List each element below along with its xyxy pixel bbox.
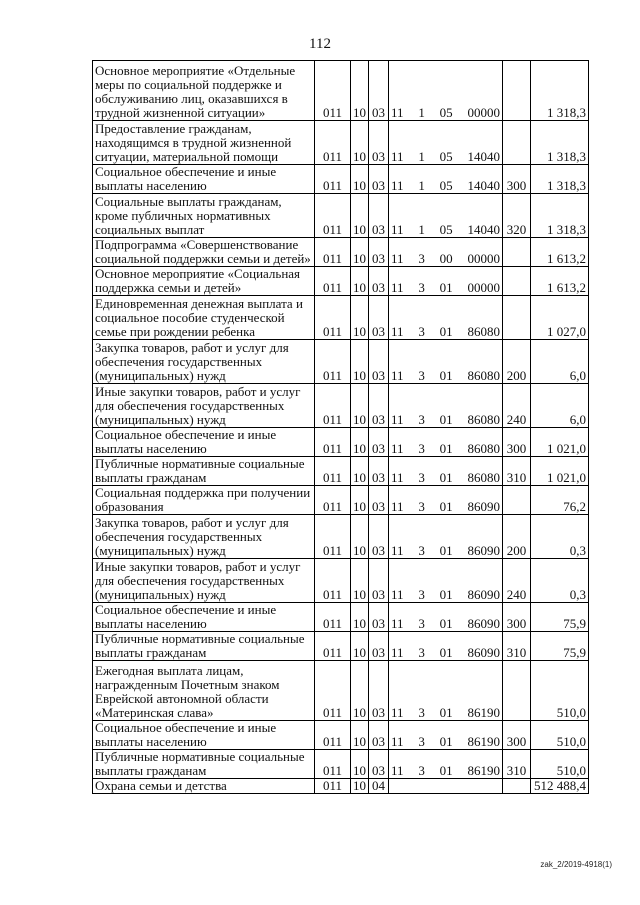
program-code-part: 11 xyxy=(391,705,404,720)
program-code-part: 11 xyxy=(391,280,404,295)
ministry-code: 011 xyxy=(315,559,351,603)
section-code: 10 xyxy=(351,603,369,632)
row-name: Социальная поддержка при получении образования xyxy=(93,486,315,515)
program-code-part: 01 xyxy=(439,645,453,660)
program-code-part: 86090 xyxy=(467,645,500,660)
program-code-part: 11 xyxy=(391,178,404,193)
section-code: 10 xyxy=(351,194,369,238)
amount: 1 021,0 xyxy=(531,457,589,486)
program-code xyxy=(389,296,503,340)
table-row xyxy=(93,428,589,457)
program-code-part: 05 xyxy=(439,105,453,120)
ministry-code: 011 xyxy=(315,750,351,779)
subsection-code: 03 xyxy=(369,559,389,603)
program-code xyxy=(389,428,503,457)
program-code-part: 86190 xyxy=(467,705,500,720)
footer-code: zak_2/2019-4918(1) xyxy=(540,860,612,869)
program-code-part: 01 xyxy=(439,368,453,383)
program-code xyxy=(389,165,503,194)
amount: 1 318,3 xyxy=(531,121,589,165)
subsection-code: 03 xyxy=(369,238,389,267)
program-code-part: 1 xyxy=(418,105,425,120)
program-code-part: 11 xyxy=(391,324,404,339)
subsection-code: 03 xyxy=(369,486,389,515)
amount: 6,0 xyxy=(531,340,589,384)
program-code-part: 05 xyxy=(439,178,453,193)
expense-type-code: 200 xyxy=(503,515,531,559)
row-name: Иные закупки товаров, работ и услуг для обеспечения государственных (муниципальных) нужд xyxy=(93,384,315,428)
program-code xyxy=(389,61,503,121)
program-code xyxy=(389,121,503,165)
program-code xyxy=(389,194,503,238)
row-name: Социальные выплаты гражданам, кроме публичных нормативных социальных выплат xyxy=(93,194,315,238)
program-code-part: 3 xyxy=(418,734,425,749)
program-code-part: 86090 xyxy=(467,543,500,558)
ministry-code: 011 xyxy=(315,340,351,384)
expense-type-code xyxy=(503,61,531,121)
table-row xyxy=(93,632,589,661)
subsection-code: 03 xyxy=(369,194,389,238)
subsection-code: 03 xyxy=(369,515,389,559)
table-row xyxy=(93,515,589,559)
program-code-part: 3 xyxy=(418,251,425,266)
ministry-code: 011 xyxy=(315,238,351,267)
row-name: Закупка товаров, работ и услуг для обеспечения государственных (муниципальных) нужд xyxy=(93,340,315,384)
table-row xyxy=(93,559,589,603)
ministry-code: 011 xyxy=(315,384,351,428)
amount: 510,0 xyxy=(531,661,589,721)
section-code: 10 xyxy=(351,61,369,121)
amount: 1 318,3 xyxy=(531,194,589,238)
table-row xyxy=(93,61,589,121)
program-code xyxy=(389,559,503,603)
subsection-code: 03 xyxy=(369,121,389,165)
ministry-code: 011 xyxy=(315,61,351,121)
subsection-code: 03 xyxy=(369,661,389,721)
program-code-part: 86090 xyxy=(467,616,500,631)
row-name: Социальное обеспечение и иные выплаты населению xyxy=(93,721,315,750)
row-name: Публичные нормативные социальные выплаты гражданам xyxy=(93,750,315,779)
ministry-code: 011 xyxy=(315,194,351,238)
section-code: 10 xyxy=(351,340,369,384)
program-code-part: 86190 xyxy=(467,763,500,778)
table-row xyxy=(93,457,589,486)
program-code-part: 01 xyxy=(439,280,453,295)
program-code-part: 11 xyxy=(391,251,404,266)
program-code-part: 3 xyxy=(418,587,425,602)
expense-type-code: 310 xyxy=(503,632,531,661)
program-code-part: 86080 xyxy=(467,368,500,383)
amount: 75,9 xyxy=(531,632,589,661)
amount: 1 613,2 xyxy=(531,238,589,267)
expense-type-code xyxy=(503,121,531,165)
program-code-part: 3 xyxy=(418,645,425,660)
ministry-code: 011 xyxy=(315,428,351,457)
expense-type-code: 310 xyxy=(503,457,531,486)
table-row xyxy=(93,779,589,794)
row-name: Социальное обеспечение и иные выплаты населению xyxy=(93,603,315,632)
program-code-part: 11 xyxy=(391,149,404,164)
expense-type-code: 300 xyxy=(503,721,531,750)
program-code-part: 01 xyxy=(439,705,453,720)
program-code-part: 11 xyxy=(391,470,404,485)
program-code-part: 3 xyxy=(418,616,425,631)
program-code-part: 86080 xyxy=(467,441,500,456)
expense-type-code: 240 xyxy=(503,559,531,603)
subsection-code: 03 xyxy=(369,750,389,779)
section-code: 10 xyxy=(351,515,369,559)
program-code xyxy=(389,721,503,750)
table-row xyxy=(93,661,589,721)
subsection-code: 03 xyxy=(369,428,389,457)
section-code: 10 xyxy=(351,721,369,750)
program-code xyxy=(389,750,503,779)
program-code-part: 00000 xyxy=(467,105,500,120)
table-row xyxy=(93,194,589,238)
program-code-part: 01 xyxy=(439,616,453,631)
row-name: Предоставление гражданам, находящимся в трудной жизненной ситуации, материальной помощи xyxy=(93,121,315,165)
expense-type-code xyxy=(503,779,531,794)
table-row xyxy=(93,296,589,340)
amount: 510,0 xyxy=(531,750,589,779)
row-name: Социальное обеспечение и иные выплаты населению xyxy=(93,165,315,194)
amount: 1 021,0 xyxy=(531,428,589,457)
budget-table xyxy=(92,60,589,794)
subsection-code: 03 xyxy=(369,457,389,486)
program-code xyxy=(389,384,503,428)
program-code-part: 11 xyxy=(391,543,404,558)
subsection-code: 03 xyxy=(369,61,389,121)
program-code xyxy=(389,238,503,267)
program-code-part: 14040 xyxy=(467,178,500,193)
amount: 0,3 xyxy=(531,559,589,603)
table-row xyxy=(93,384,589,428)
program-code xyxy=(389,603,503,632)
program-code-part: 1 xyxy=(418,149,425,164)
ministry-code: 011 xyxy=(315,457,351,486)
program-code xyxy=(389,267,503,296)
program-code-part: 3 xyxy=(418,280,425,295)
amount: 1 027,0 xyxy=(531,296,589,340)
expense-type-code: 200 xyxy=(503,340,531,384)
row-name: Иные закупки товаров, работ и услуг для обеспечения государственных (муниципальных) нужд xyxy=(93,559,315,603)
program-code-part: 11 xyxy=(391,587,404,602)
row-name: Единовременная денежная выплата и социальное пособие студенческой семье при рождении ребенка xyxy=(93,296,315,340)
table-row xyxy=(93,721,589,750)
expense-type-code: 320 xyxy=(503,194,531,238)
program-code-part: 11 xyxy=(391,441,404,456)
row-name: Закупка товаров, работ и услуг для обеспечения государственных (муниципальных) нужд xyxy=(93,515,315,559)
table-row xyxy=(93,238,589,267)
ministry-code: 011 xyxy=(315,603,351,632)
program-code-part: 11 xyxy=(391,734,404,749)
program-code xyxy=(389,661,503,721)
expense-type-code xyxy=(503,486,531,515)
row-name: Ежегодная выплата лицам, награжденным Почетным знаком Еврейской автономной области «Материнская слава» xyxy=(93,661,315,721)
amount: 1 613,2 xyxy=(531,267,589,296)
budget-rows xyxy=(93,61,589,794)
program-code-part: 01 xyxy=(439,499,453,514)
section-code: 10 xyxy=(351,661,369,721)
program-code xyxy=(389,457,503,486)
section-code: 10 xyxy=(351,457,369,486)
expense-type-code: 300 xyxy=(503,428,531,457)
program-code-part: 00 xyxy=(439,251,453,266)
program-code-part: 01 xyxy=(439,324,453,339)
program-code-part: 01 xyxy=(439,763,453,778)
table-row xyxy=(93,603,589,632)
program-code-part: 11 xyxy=(391,368,404,383)
program-code-part: 86190 xyxy=(467,734,500,749)
program-code xyxy=(389,486,503,515)
expense-type-code xyxy=(503,661,531,721)
table-row xyxy=(93,267,589,296)
ministry-code: 011 xyxy=(315,632,351,661)
amount: 6,0 xyxy=(531,384,589,428)
subsection-code: 03 xyxy=(369,165,389,194)
row-name: Основное мероприятие «Социальная поддержка семьи и детей» xyxy=(93,267,315,296)
section-code: 10 xyxy=(351,486,369,515)
program-code-part: 01 xyxy=(439,470,453,485)
ministry-code: 011 xyxy=(315,121,351,165)
program-code xyxy=(389,632,503,661)
ministry-code: 011 xyxy=(315,296,351,340)
subsection-code: 03 xyxy=(369,267,389,296)
row-name: Основное мероприятие «Отдельные меры по социальной поддержке и обслуживанию лиц, оказавшихся в трудной жизненной ситуации» xyxy=(93,61,315,121)
program-code-part: 11 xyxy=(391,645,404,660)
ministry-code: 011 xyxy=(315,267,351,296)
row-name: Подпрограмма «Совершенствование социальной поддержки семьи и детей» xyxy=(93,238,315,267)
amount: 76,2 xyxy=(531,486,589,515)
program-code-part: 1 xyxy=(418,178,425,193)
table-row xyxy=(93,340,589,384)
program-code-part: 11 xyxy=(391,763,404,778)
page-number: 112 xyxy=(309,36,331,52)
ministry-code: 011 xyxy=(315,165,351,194)
ministry-code: 011 xyxy=(315,661,351,721)
program-code-part: 05 xyxy=(439,222,453,237)
program-code xyxy=(389,515,503,559)
subsection-code: 04 xyxy=(369,779,389,794)
ministry-code: 011 xyxy=(315,486,351,515)
expense-type-code: 310 xyxy=(503,750,531,779)
section-code: 10 xyxy=(351,165,369,194)
program-code-part: 86090 xyxy=(467,499,500,514)
amount: 1 318,3 xyxy=(531,165,589,194)
subsection-code: 03 xyxy=(369,721,389,750)
program-code-part: 3 xyxy=(418,368,425,383)
expense-type-code xyxy=(503,238,531,267)
section-code: 10 xyxy=(351,238,369,267)
program-code-part: 00000 xyxy=(467,280,500,295)
program-code-part: 86090 xyxy=(467,587,500,602)
subsection-code: 03 xyxy=(369,632,389,661)
program-code-part: 11 xyxy=(391,412,404,427)
amount: 512 488,4 xyxy=(531,779,589,794)
table-row xyxy=(93,165,589,194)
ministry-code: 011 xyxy=(315,779,351,794)
program-code-part: 01 xyxy=(439,587,453,602)
program-code-part: 11 xyxy=(391,616,404,631)
expense-type-code: 300 xyxy=(503,603,531,632)
section-code: 10 xyxy=(351,779,369,794)
program-code-part: 01 xyxy=(439,543,453,558)
program-code-part: 14040 xyxy=(467,222,500,237)
table-row xyxy=(93,750,589,779)
program-code-part: 3 xyxy=(418,412,425,427)
program-code-part: 3 xyxy=(418,324,425,339)
subsection-code: 03 xyxy=(369,340,389,384)
expense-type-code: 300 xyxy=(503,165,531,194)
subsection-code: 03 xyxy=(369,603,389,632)
program-code-part: 05 xyxy=(439,149,453,164)
row-name: Охрана семьи и детства xyxy=(93,779,315,794)
section-code: 10 xyxy=(351,296,369,340)
amount: 75,9 xyxy=(531,603,589,632)
program-code-part: 86080 xyxy=(467,470,500,485)
section-code: 10 xyxy=(351,267,369,296)
expense-type-code xyxy=(503,296,531,340)
program-code-part: 86080 xyxy=(467,324,500,339)
program-code-part: 1 xyxy=(418,222,425,237)
amount: 0,3 xyxy=(531,515,589,559)
program-code-part: 01 xyxy=(439,441,453,456)
program-code-part: 01 xyxy=(439,734,453,749)
program-code xyxy=(389,779,503,794)
section-code: 10 xyxy=(351,428,369,457)
section-code: 10 xyxy=(351,750,369,779)
expense-type-code xyxy=(503,267,531,296)
program-code-part: 3 xyxy=(418,543,425,558)
program-code-part: 3 xyxy=(418,441,425,456)
program-code-part: 11 xyxy=(391,105,404,120)
section-code: 10 xyxy=(351,384,369,428)
subsection-code: 03 xyxy=(369,384,389,428)
program-code-part: 00000 xyxy=(467,251,500,266)
section-code: 10 xyxy=(351,121,369,165)
table-row xyxy=(93,486,589,515)
section-code: 10 xyxy=(351,632,369,661)
amount: 510,0 xyxy=(531,721,589,750)
row-name: Социальное обеспечение и иные выплаты населению xyxy=(93,428,315,457)
program-code-part: 3 xyxy=(418,705,425,720)
subsection-code: 03 xyxy=(369,296,389,340)
program-code xyxy=(389,340,503,384)
ministry-code: 011 xyxy=(315,515,351,559)
expense-type-code: 240 xyxy=(503,384,531,428)
program-code-part: 11 xyxy=(391,499,404,514)
ministry-code: 011 xyxy=(315,721,351,750)
program-code-part: 11 xyxy=(391,222,404,237)
amount: 1 318,3 xyxy=(531,61,589,121)
section-code: 10 xyxy=(351,559,369,603)
row-name: Публичные нормативные социальные выплаты гражданам xyxy=(93,457,315,486)
program-code-part: 3 xyxy=(418,499,425,514)
row-name: Публичные нормативные социальные выплаты гражданам xyxy=(93,632,315,661)
program-code-part: 3 xyxy=(418,763,425,778)
program-code-part: 14040 xyxy=(467,149,500,164)
program-code-part: 01 xyxy=(439,412,453,427)
program-code-part: 3 xyxy=(418,470,425,485)
table-row xyxy=(93,121,589,165)
program-code-part: 86080 xyxy=(467,412,500,427)
